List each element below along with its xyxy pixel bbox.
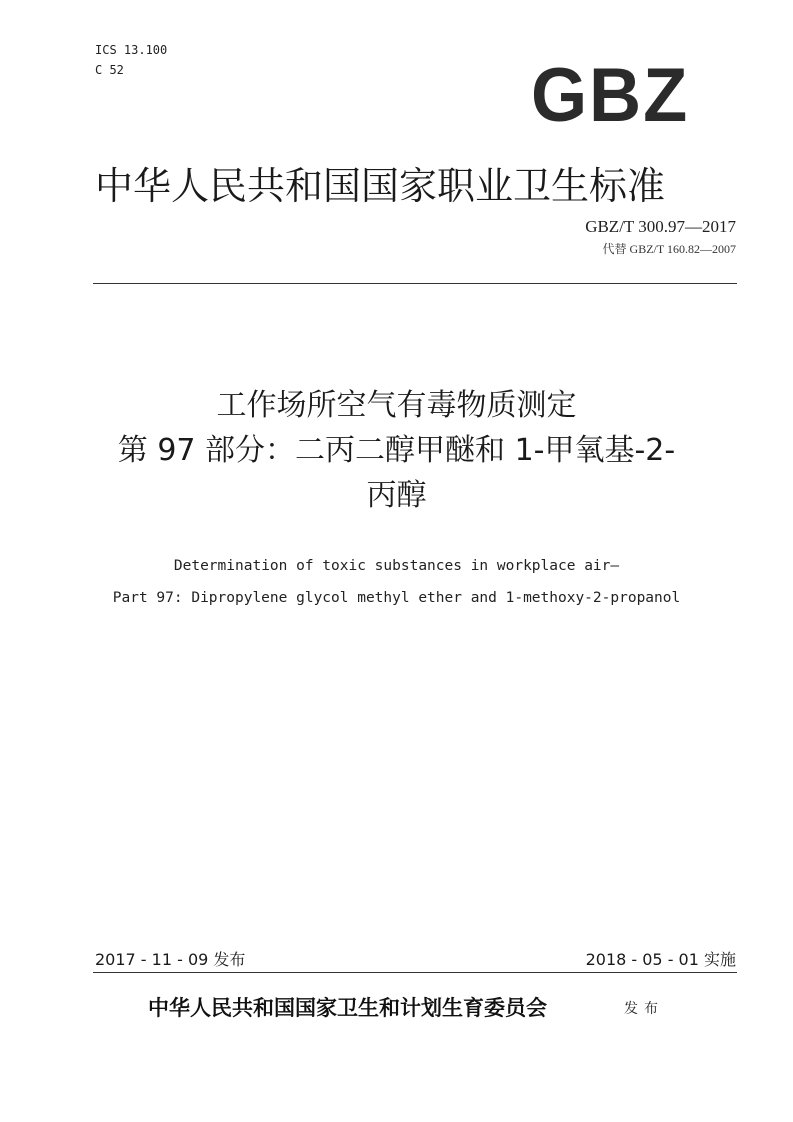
issued-label: 发布	[624, 1001, 664, 1017]
implement-date: 2018 - 05 - 01 实施	[585, 950, 736, 969]
issuing-authority: 中华人民共和国国家卫生和计划生育委员会	[148, 995, 547, 1020]
chinese-title-line-3: 丙醇	[366, 478, 427, 513]
publish-date: 2017 - 11 - 09 发布	[95, 950, 246, 969]
chinese-title-line-1: 工作场所空气有毒物质测定	[216, 388, 577, 423]
header-divider	[93, 283, 737, 284]
replaces-standard: 代替 GBZ/T 160.82—2007	[602, 242, 736, 256]
gbz-logo: GBZ	[531, 53, 690, 138]
english-title-line-1: Determination of toxic substances in workplace air—	[173, 558, 620, 574]
chinese-title-line-2: 第 97 部分：二丙二醇甲醚和 1-甲氧基-2-	[117, 433, 676, 468]
footer-divider	[93, 972, 737, 973]
english-title	[0, 550, 793, 614]
ccs-code: C 52	[95, 63, 124, 77]
chinese-title	[0, 383, 793, 518]
english-title-line-2: Part 97: Dipropylene glycol methyl ether and 1-methoxy-2-propanol	[112, 590, 681, 606]
standard-code: GBZ/T 300.97—2017	[585, 217, 736, 236]
standard-type-title: 中华人民共和国国家职业卫生标准	[95, 164, 666, 208]
classification-codes	[95, 40, 167, 80]
ics-code: ICS 13.100	[95, 43, 168, 57]
